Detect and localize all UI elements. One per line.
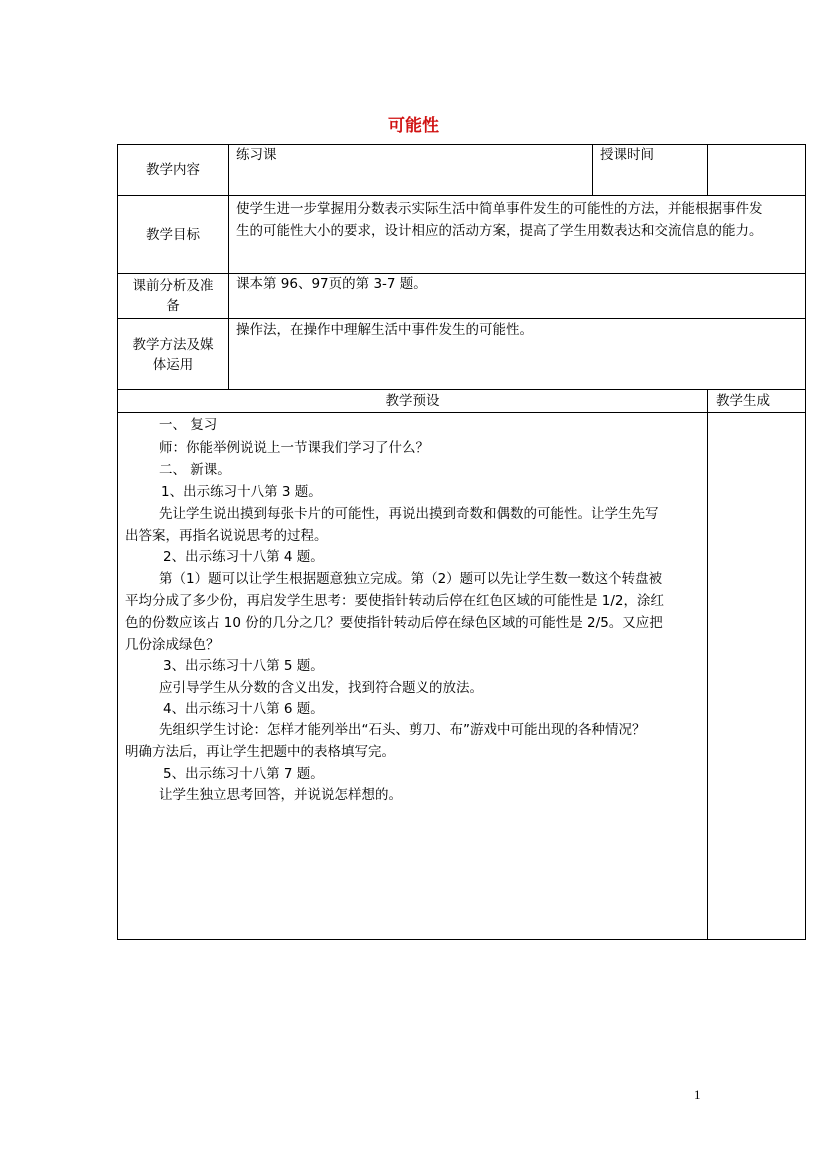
plan-line: 4、出示练习十八第 6 题。 xyxy=(163,701,324,717)
table-col-divider xyxy=(592,144,593,196)
plan-line: 5、出示练习十八第 7 题。 xyxy=(163,766,324,782)
plan-header: 教学预设 xyxy=(385,393,440,409)
plan-line: 2、出示练习十八第 4 题。 xyxy=(163,549,324,565)
plan-line: 1、出示练习十八第 3 题。 xyxy=(161,484,322,500)
method-value: 操作法，在操作中理解生活中事件发生的可能性。 xyxy=(236,322,533,338)
content-value: 练习课 xyxy=(236,147,277,163)
plan-line: 让学生独立思考回答，并说说怎样想的。 xyxy=(159,787,402,803)
table-border-bottom xyxy=(117,939,806,940)
plan-line: 先组织学生讨论：怎样才能列举出“石头、剪刀、布”游戏中可能出现的各种情况？ xyxy=(159,722,646,738)
method-label-line: 教学方法及媒 xyxy=(132,337,214,353)
prep-value: 课本第 96、97页的第 3-7 题。 xyxy=(236,276,427,292)
content-label: 教学内容 xyxy=(146,162,200,178)
method-label-line: 体运用 xyxy=(152,357,194,373)
plan-line: 3、出示练习十八第 5 题。 xyxy=(163,658,324,674)
table-rule xyxy=(117,318,806,319)
plan-line: 一、 复习 xyxy=(159,417,218,433)
plan-line: 应引导学生从分数的含义出发，找到符合题义的放法。 xyxy=(159,680,483,696)
plan-line: 第（1）题可以让学生根据题意独立完成。第（2）题可以先让学生数一数这个转盘被 xyxy=(159,571,663,587)
plan-line: 出答案，再指名说说思考的过程。 xyxy=(125,528,328,544)
method-label xyxy=(118,335,228,375)
page-number: 1 xyxy=(694,1087,701,1102)
plan-line: 二、 新课。 xyxy=(159,462,231,478)
goal-label: 教学目标 xyxy=(146,226,200,243)
table-col-divider xyxy=(228,144,229,390)
table-col-divider xyxy=(707,389,708,940)
table-rule xyxy=(117,412,806,413)
plan-line: 色的份数应该占 10 份的几分之几？要使指针转动后停在绿色区域的可能性是 2/5。又应把 xyxy=(125,615,663,631)
time-label: 授课时间 xyxy=(600,147,654,163)
table-col-divider xyxy=(707,144,708,196)
prep-label-line: 备 xyxy=(166,298,180,314)
table-border-right xyxy=(805,144,806,940)
goal-text-line: 生的可能性大小的要求，设计相应的活动方案，提高了学生用数表达和交流信息的能力。 xyxy=(236,223,763,239)
goal-text-line: 使学生进一步掌握用分数表示实际生活中简单事件发生的可能性的方法，并能根据事件发 xyxy=(236,201,763,217)
plan-line: 师：你能举例说说上一节课我们学习了什么？ xyxy=(159,440,429,456)
plan-line: 几份涂成绿色？ xyxy=(125,637,220,653)
page-title: 可能性 xyxy=(388,116,439,136)
plan-line: 先让学生说出摸到每张卡片的可能性，再说出摸到奇数和偶数的可能性。让学生先写 xyxy=(159,506,659,522)
plan-line: 平均分成了多少份，再启发学生思考：要使指针转动后停在红色区域的可能性是 1/2，涂红 xyxy=(125,593,665,609)
prep-label-line: 课前分析及准 xyxy=(132,278,214,294)
plan-line: 明确方法后，再让学生把题中的表格填写完。 xyxy=(125,744,395,760)
prep-label xyxy=(118,276,228,316)
generation-header: 教学生成 xyxy=(716,393,770,409)
